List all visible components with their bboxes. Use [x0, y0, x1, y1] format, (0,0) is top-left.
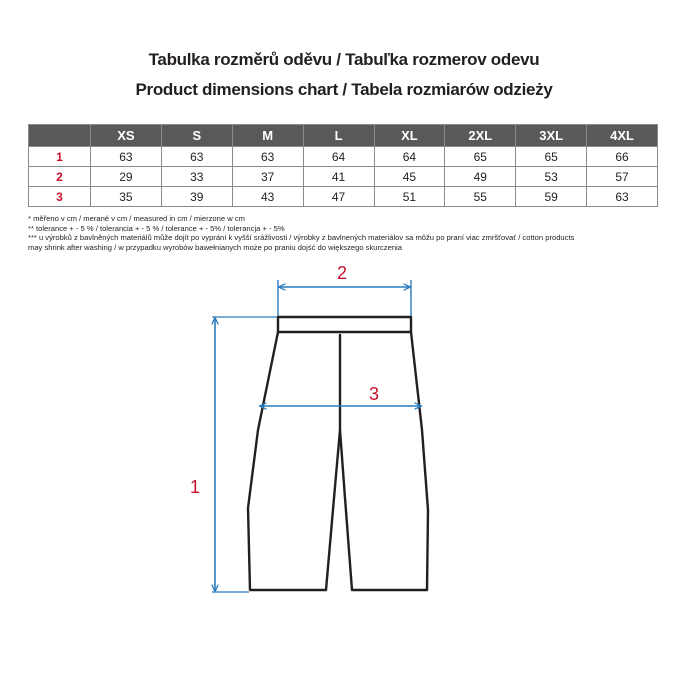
table-cell: 47: [303, 187, 374, 207]
table-cell: 63: [232, 147, 303, 167]
table-cell: 65: [445, 147, 516, 167]
waistband: [278, 317, 411, 332]
header-size-m: M: [232, 125, 303, 147]
header-size-4xl: 4XL: [587, 125, 658, 147]
table-cell: 49: [445, 167, 516, 187]
table-cell: 51: [374, 187, 445, 207]
table-cell: 43: [232, 187, 303, 207]
dimension-label-2: 2: [336, 263, 348, 283]
footnote-measured: * měřeno v cm / merané v cm / measured in cm / mierzone w cm: [28, 214, 245, 223]
table-cell: 33: [161, 167, 232, 187]
title-line-2: Product dimensions chart / Tabela rozmiarów odzieży: [135, 80, 553, 99]
table-cell: 57: [587, 167, 658, 187]
dimension-waist: [278, 263, 411, 316]
table-cell: 41: [303, 167, 374, 187]
header-size-xl: XL: [374, 125, 445, 147]
table-cell: 64: [374, 147, 445, 167]
footnote-shrink: *** u výrobků z bavlněných materiálů může dojít po vyprání k vyšší srážlivosti / výrobky z bavlnených materiálov sa môžu po praní viac zmršťovať / cotton products: [28, 233, 575, 243]
table-cell: 66: [587, 147, 658, 167]
pants-outline: [248, 317, 428, 590]
table-cell: 55: [445, 187, 516, 207]
footnote-shrink-continued: may shrink after washing / w przypadku wyrobów bawełnianych może po praniu dojść do większego skurczenia: [28, 242, 402, 252]
table-cell: 37: [232, 167, 303, 187]
table-cell: 39: [161, 187, 232, 207]
header-size-l: L: [303, 125, 374, 147]
table-cell: 65: [516, 147, 587, 167]
row-label: 1: [29, 147, 91, 167]
title-line-1: Tabulka rozměrů oděvu / Tabuľka rozmerov odevu: [148, 50, 540, 69]
row-label: 3: [29, 187, 91, 207]
header-size-3xl: 3XL: [516, 125, 587, 147]
table-cell: 63: [587, 187, 658, 207]
table-cell: 59: [516, 187, 587, 207]
header-size-s: S: [161, 125, 232, 147]
dimension-label-1: 1: [189, 477, 201, 497]
dimension-label-3: 3: [368, 384, 380, 404]
dimension-length: [190, 317, 277, 592]
header-size-2xl: 2XL: [445, 125, 516, 147]
table-cell: 29: [91, 167, 162, 187]
pants-legs: [248, 332, 428, 590]
row-label: 2: [29, 167, 91, 187]
table-cell: 35: [91, 187, 162, 207]
footnote-tolerance: ** tolerance + - 5 % / tolerancia + - 5 % / tolerance + - 5% / tolerancja + - 5%: [28, 223, 285, 233]
table-cell: 64: [303, 147, 374, 167]
table-cell: 63: [161, 147, 232, 167]
table-cell: 63: [91, 147, 162, 167]
header-size-xs: XS: [91, 125, 162, 147]
table-cell: 53: [516, 167, 587, 187]
table-cell: 45: [374, 167, 445, 187]
